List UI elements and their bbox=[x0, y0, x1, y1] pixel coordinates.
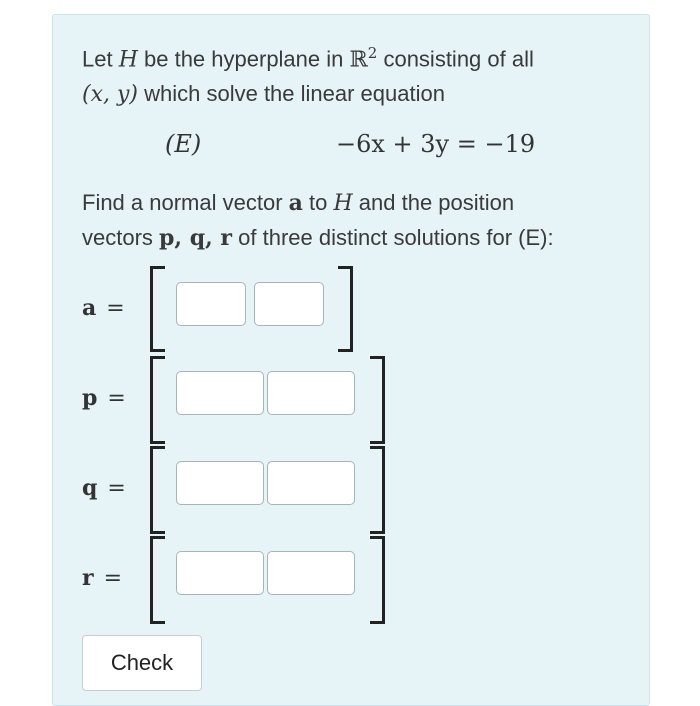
vector-p-y-input[interactable] bbox=[267, 371, 355, 415]
vector-q-x-input[interactable] bbox=[176, 461, 264, 505]
instructions bbox=[82, 186, 622, 255]
math-pqr: p, q, r bbox=[159, 225, 233, 251]
vector-q-label bbox=[82, 475, 142, 501]
math-H: H bbox=[333, 191, 353, 216]
question-card bbox=[52, 14, 650, 706]
vector-name: a bbox=[82, 295, 97, 321]
left-bracket bbox=[150, 536, 165, 624]
left-bracket bbox=[150, 266, 165, 352]
vector-a-y-input[interactable] bbox=[254, 282, 324, 326]
math-xy: (x, y) bbox=[82, 82, 138, 108]
equation-label: (E) bbox=[165, 130, 202, 158]
vector-a-x-input[interactable] bbox=[176, 282, 246, 326]
right-bracket bbox=[338, 266, 353, 352]
vector-p-label bbox=[82, 385, 142, 411]
right-bracket bbox=[370, 356, 385, 444]
vector-name: r bbox=[82, 565, 94, 591]
math-a: a bbox=[288, 190, 303, 216]
vector-q-y-input[interactable] bbox=[267, 461, 355, 505]
equals-sign: = bbox=[103, 566, 123, 591]
text: and the position bbox=[352, 190, 515, 215]
equals-sign: = bbox=[107, 476, 126, 501]
text: vectors bbox=[82, 225, 160, 250]
math-R: ℝ bbox=[349, 47, 368, 73]
vector-name: q bbox=[82, 475, 98, 501]
check-button[interactable]: Check bbox=[82, 635, 202, 691]
text: be the hyperplane in bbox=[137, 46, 350, 72]
left-bracket bbox=[150, 446, 165, 534]
vector-a-label bbox=[82, 295, 142, 321]
left-bracket bbox=[150, 356, 165, 444]
text: of three distinct solutions for (E): bbox=[232, 225, 554, 250]
text: Let bbox=[82, 46, 119, 72]
math-H: H bbox=[118, 47, 138, 73]
equation: −6x + 3y = −19 bbox=[336, 130, 536, 158]
vector-r-y-input[interactable] bbox=[267, 551, 355, 595]
problem-statement bbox=[82, 36, 622, 112]
vector-name: p bbox=[82, 385, 98, 411]
math-exponent: 2 bbox=[367, 44, 378, 62]
text: which solve the linear equation bbox=[138, 81, 445, 107]
vector-r-x-input[interactable] bbox=[176, 551, 264, 595]
text: to bbox=[302, 190, 334, 215]
vector-p-x-input[interactable] bbox=[176, 371, 264, 415]
text: Find a normal vector bbox=[82, 190, 289, 215]
vector-r-label bbox=[82, 565, 142, 591]
equals-sign: = bbox=[107, 386, 126, 411]
right-bracket bbox=[370, 446, 385, 534]
equals-sign: = bbox=[106, 296, 125, 321]
right-bracket bbox=[370, 536, 385, 624]
text: consisting of all bbox=[377, 46, 534, 72]
